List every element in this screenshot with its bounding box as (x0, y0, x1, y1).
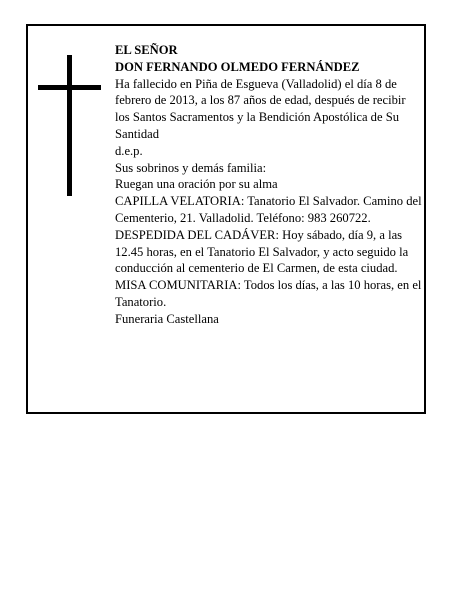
family-line: Sus sobrinos y demás familia: (115, 160, 267, 175)
deceased-name: DON FERNANDO OLMEDO FERNÁNDEZ (115, 59, 360, 74)
prayer-request: Ruegan una oración por su alma (115, 177, 278, 192)
cross-vertical-bar (67, 55, 72, 196)
death-announcement: Ha fallecido en Piña de Esgueva (Valladolid) el día 8 de febrero de 2013, a los 87 años de edad, después de recibir los Santos Sacramentos y la Bendición Apostólica de Su Santidad (115, 76, 406, 141)
dep-text: d.e.p. (115, 143, 143, 158)
funeral-home: Funeraria Castellana (115, 311, 219, 326)
cross-horizontal-bar (38, 85, 101, 90)
farewell-info: DESPEDIDA DEL CADÁVER: Hoy sábado, día 9, a las 12.45 horas, en el Tanatorio El Salvador, y acto seguido la conducción al cementerio de El Carmen, de esta ciudad. (115, 227, 409, 276)
chapel-info: CAPILLA VELATORIA: Tanatorio El Salvador. Camino del Cementerio, 21. Valladolid. Teléfono: 983 260722. (115, 194, 422, 225)
notice-title-line1: EL SEÑOR (115, 43, 178, 57)
notice-text (115, 42, 423, 328)
obituary-notice (26, 24, 426, 414)
mass-info: MISA COMUNITARIA: Todos los días, a las 10 horas, en el Tanatorio. (115, 278, 422, 309)
